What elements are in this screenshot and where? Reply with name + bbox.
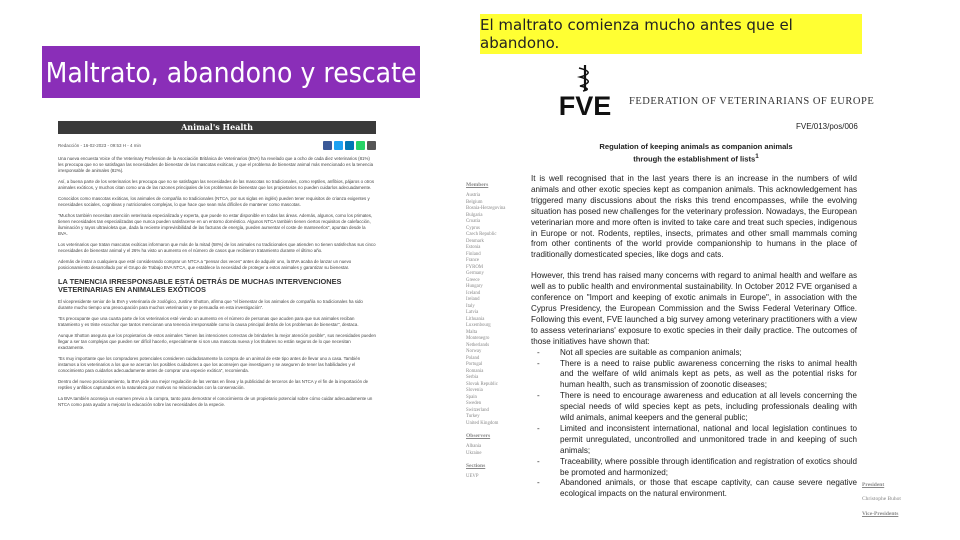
document-reference: FVE/013/pos/006 [796,122,858,131]
share-buttons [323,141,376,150]
sidebar-member-item[interactable]: Bulgaria [466,212,483,218]
outcome-item: - Not all species are suitable as companion animals; [531,348,857,359]
article-paragraph: Conocidos como mascotas exóticas, los animales de compañía no tradicionales (NTCA, por sus siglas en inglés) pueden tener requisitos de crianza exigentes y necesidades sociales, cognitivas y nutricionales complejas, lo que hace que sean más difíciles de mantener como mascotas. [58,196,370,207]
sidebar-member-item[interactable]: Slovenia [466,388,483,393]
observers-heading[interactable]: Observers [466,433,491,439]
sidebar-member-item[interactable]: France [466,258,480,263]
article-paragraph: El vicepresidente senior de la BVA y veterinaria de zoológico, Justine Shotton, afirma que "el bienestar de los animales de compañía no tradicionales ha sido durante mucho tiempo una preocupación para muchos veterinarios y se persuadía en esta investigación". [58,299,363,310]
sidebar-member-item[interactable]: Portugal [466,362,483,367]
sidebar-member-item[interactable]: Romania [466,368,484,374]
sidebar-member-item[interactable]: Cyprus [466,225,480,231]
slide-title [42,46,420,98]
fve-sidebar [466,176,526,481]
article-paragraph: "Es preocupante que una cuarta parte de los veterinarios esté viendo un aumento en el número de personas que acuden para que sus animales reciban tratamiento y es triste escuchar que tantos mencionan una tenencia irresponsable como la causa principal detrás de los problemas de bienestar", destaca. [58,316,359,327]
sidebar-member-item[interactable]: Spain [466,394,477,400]
article-paragraph: Una nueva encuesta Voice of the Veterinary Profession de la Asociación Británica de Veterinarios (BVA) ha revelado que a ocho de cada diez veterinarios (81%) les preocupa que no se satisfagan las necesidades de bienestar de las mascotas exóticas, y que el problema de bienestar animal más mencionado es la tenencia irresponsable de animales (82%). [58,156,374,173]
members-heading[interactable]: Members [466,182,489,188]
sidebar-member-item[interactable]: Croatia [466,219,481,224]
president-label: President [862,482,885,488]
fve-logo [549,64,621,118]
article-screenshot [58,121,376,531]
caduceus-icon [579,65,588,91]
email-share-icon[interactable] [367,141,376,150]
sidebar-member-item[interactable]: Denmark [466,238,484,244]
outcome-item: - There is need to encourage awareness and education at all levels concerning the special needs of wild species kept as pets, including professionals dealing with wild animals, animal keepers and the general public; [531,391,857,424]
article-paragraph: La BVA también aconseja un examen previo a la compra, tanto para demostrar el conocimiento de un propietario potencial sobre cómo cuidar adecuadamente un NTCA como para ayudar a mejorar la educación sobre las necesidades de la especie. [58,396,373,407]
article-masthead: Animal's Health [58,121,376,134]
sidebar-observer-item[interactable]: Albania [466,444,482,449]
sidebar-member-item[interactable]: Italy [466,303,475,309]
article-paragraph: Dentro del nuevo posicionamiento, la BVA pide una mejor regulación de las ventas en línea y la publicidad de terceros de las NTCA y el fin de la importación de reptiles y anfibios capturados en la naturaleza por motivos no relacionados con la conservación. [58,379,369,390]
document-title: Regulation of keeping animals as companion animals through the establishment of lists$^1$ [599,142,793,164]
sidebar-observer-item[interactable]: Ukraine [466,450,482,456]
sidebar-member-item[interactable]: Poland [466,355,480,361]
sidebar-member-item[interactable]: Belgium [466,199,483,205]
sidebar-member-item[interactable]: Turkey [466,414,480,419]
outcomes-list [531,348,857,501]
sidebar-member-item[interactable]: Germany [466,271,484,276]
linkedin-share-icon[interactable] [345,141,354,150]
outcome-item: - Limited and inconsistent international, national and local legislation continues to permit unregulated, uncontrolled and unmonitored trade in and keeping of such animals; [531,424,857,457]
sidebar-member-item[interactable]: Austria [466,193,481,198]
sidebar-member-item[interactable]: Iceland [466,290,481,296]
sidebar-section-item[interactable]: UEVP [466,474,479,479]
twitter-share-icon[interactable] [334,141,343,150]
sidebar-member-item[interactable]: Bosnia-Herzegovina [466,206,506,211]
outcome-item: - Traceability, where possible through identification and registration of exotics should be promoted and harmonized; [531,457,857,479]
sidebar-member-item[interactable]: Greece [466,277,480,283]
article-meta: Redacción - 16-02-2023 - 09:53 H - 4 min [58,142,142,148]
sidebar-member-item[interactable]: Slovak Republic [466,381,498,387]
sidebar-member-item[interactable]: Czech Republic [466,232,497,237]
article-paragraph: Los veterinarios que tratan mascotas exóticas informaron que más de la mitad (58%) de los animales no tradicionales que atienden no tienen satisfechas sus cinco necesidades de bienestar animal y el 26% ha visto un aumento en el número de casos que recibieron tratamiento durante el último año. [58,242,376,253]
sidebar-member-item[interactable]: Estonia [466,245,481,250]
article-paragraph: Además de instar a cualquiera que esté considerando comprar un NTCA a "pensar dos veces" antes de adquirir uno, la BVA acaba de lanzar un nuevo posicionamiento desarrollado por el Grupo de Trabajo BVA NTCA, que establece la necesidad de proteger a estos animales y garantizar su bienestar. [58,259,352,270]
sidebar-member-item[interactable]: Switzerland [466,407,489,413]
sidebar-member-item[interactable]: United Kingdom [466,420,499,426]
sidebar-member-item[interactable]: Netherlands [466,342,490,348]
president-name: Christophe Buhot [862,496,901,502]
sidebar-member-item[interactable]: Sweden [466,401,482,406]
document-body [531,174,857,500]
sidebar-member-item[interactable]: Lithuania [466,316,485,322]
article-paragraph: "Muchos también necesitan atención veterinaria especializada y experta, que puede no estar disponible en todas las áreas. Además, algunos, como los primates, tienen necesidades tan especializadas que nunca pueden satisfacerse en un entorno doméstico. Algunos NTCA también tienen ciertos requisitos de calefacción, iluminación y rayos ultravioleta que, dada la reciente imprevisibilidad de las facturas de energía, pueden aumentar el coste de mantenerlos", apuntan desde la BVA. [58,213,373,236]
sidebar-member-item[interactable]: Serbia [466,375,479,380]
sections-heading[interactable]: Sections [466,463,486,469]
fve-logo-text: FVE [558,91,612,118]
sidebar-member-item[interactable]: Luxembourg [466,323,491,328]
vice-presidents-label: Vice-Presidents [862,511,899,517]
whatsapp-share-icon[interactable] [356,141,365,150]
article-paragraph: "Es muy importante que los compradores potenciales consideren cuidadosamente la compra de un animal de este tipo antes de llevar uno a casa. También instamos a los veterinarios a los que se acercan los posibles cuidadores a que los aconsejen que investiguen y se aseguren de tener las habilidades y el conocimiento para cuidarlos adecuadamente antes de comprar una especie exótica", recomienda. [58,356,361,373]
article-paragraph: Así, a buena parte de los veterinarios les preocupa que no se satisfagan las necesidades de las mascotas no tradicionales, como reptiles, anfibios, pájaros o otros animales exóticos, y muchos citan como una de las razones principales de los problemas de bienestar que los propietarios no pueden cuidarlos adecuadamente. [58,179,375,190]
sidebar-member-item[interactable]: Latvia [466,310,479,315]
article-subheading: LA TENENCIA IRRESPONSABLE ESTÁ DETRÁS DE MUCHAS INTERVENCIONES VETERINARIAS EN ANIMALES EXÓTICOS [58,277,342,294]
sidebar-member-item[interactable]: Hungary [466,284,483,289]
sidebar-member-item[interactable]: Montenegro [466,336,490,341]
facebook-share-icon[interactable] [323,141,332,150]
outcome-item: - There is a need to raise public awareness concerning the risks to animal health and the welfare of wild animals kept as pets, as well as the potential risks for human health, such as transmission of zoonotic diseases; [531,359,857,392]
slide-title-text: Maltrato, abandono y rescate [45,55,417,89]
second-paragraph: However, this trend has raised many concerns with regard to animal health and welfare as well as to public health and environmental sustainability. In October 2012 FVE organised a conference on "Import and keeping of exotic animals in Europe", in association with the Cyprus Presidency, the European Commission and the Swiss Federal Veterinary Office. Following this event, FVE launched a big survey among veterinary practitioners with a view to assess veterinarians' exposure to exotic species in their daily practice. The outcomes of those initiatives have shown that: [531,271,857,346]
fve-organisation-name: FEDERATION OF VETERINARIANS OF EUROPE [629,96,875,107]
sidebar-member-item[interactable]: FYROM [466,264,484,270]
quote-banner: El maltrato comienza mucho antes que el abandono. [480,14,862,54]
sidebar-member-item[interactable]: Malta [466,329,478,335]
sidebar-member-item[interactable]: Norway [466,349,482,354]
sidebar-member-item[interactable]: Ireland [466,297,480,302]
intro-paragraph: It is well recognised that in the last years there is an increase in the numbers of wild animals and other exotic species kept as companion animals. This acknowledgement has triggered many discussions about the risks this trend encompasses, while the evolving situation has posed new challenges for the veterinary profession. Nowadays, the European veterinarian more and more often is invited to take care and treat such species, indigenous in Europe or not. Rodents, reptiles, insects, primates and other small mammals coming from other continents of the world provide companionship to humans in the place of traditionally domesticated species, like dogs and cats. [531,174,857,260]
article-paragraph: Aunque Shotton asegura que los propietarios de estos animales "tienen las intenciones correctas de brindarles la mejor atención posible", sus necesidades pueden llegar a ser tan complejas que pueden ser difícil hacerlo, especialmente si son una mascota nueva y los titulares no están seguros de lo que necesitan exactamente. [58,333,376,350]
outcome-item: - Abandoned animals, or those that escape captivity, can cause severe negative ecological impacts on the natural environment. [531,478,857,500]
sidebar-member-item[interactable]: Finland [466,251,481,257]
